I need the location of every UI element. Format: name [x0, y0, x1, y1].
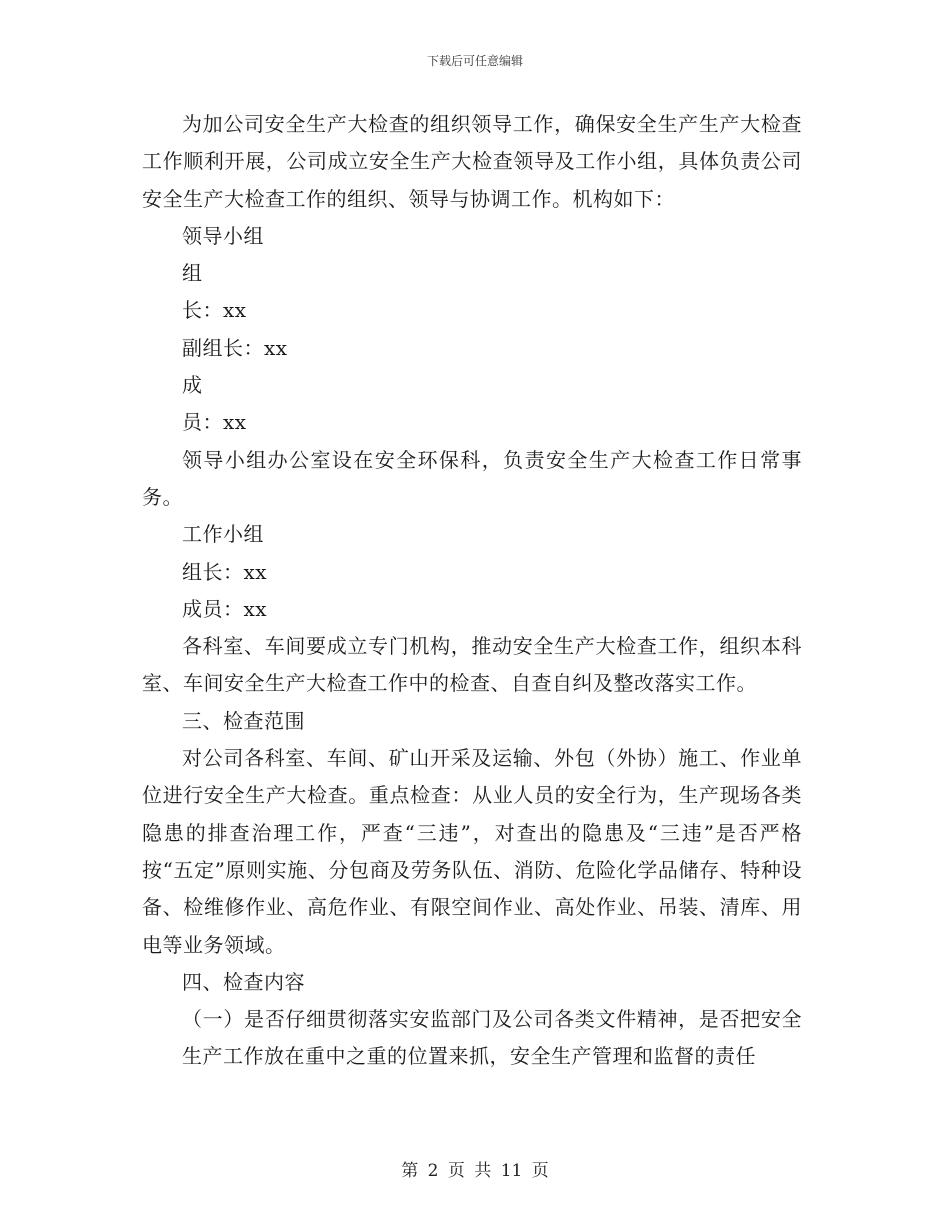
section-heading-content: 四、检查内容: [182, 969, 305, 994]
paragraph-departments: 各科室、车间要成立专门机构，推动安全生产大检查工作，组织本科室、车间安全生产大检查工作中的检查、自查自纠及整改落实工作。: [142, 634, 802, 696]
paragraph-work-group-members: 成员：xx: [182, 596, 268, 621]
paragraph-members-label-part1: 成: [182, 373, 203, 398]
paragraph-content-item-1: （一）是否仔细贯彻落实安监部门及公司各类文件精神，是否把安全生产工作放在重中之重的位置来抓，安全生产管理和监督的责任: [182, 1007, 802, 1069]
document-body: [142, 106, 802, 1076]
page-header-note: 下载后可任意编辑: [426, 54, 523, 68]
paragraph-leadership-group: 领导小组: [182, 223, 264, 248]
paragraph-intro: 为加公司安全生产大检查的组织领导工作，确保安全生产生产大检查工作顺利开展，公司成立安全生产大检查领导及工作小组，具体负责公司安全生产大检查工作的组织、领导与协调工作。机构如下：: [142, 112, 802, 211]
paragraph-leader-label-part1: 组: [182, 261, 203, 286]
paragraph-work-group-leader: 组长：xx: [182, 559, 268, 584]
paragraph-members-label-part2: 员：xx: [182, 410, 247, 435]
paragraph-office: 领导小组办公室设在安全环保科，负责安全生产大检查工作日常事务。: [142, 447, 802, 509]
paragraph-leader-label-part2: 长：xx: [182, 298, 247, 323]
paragraph-deputy-leader: 副组长：xx: [182, 335, 288, 360]
page-footer-number: 第 2 页 共 11 页: [401, 1161, 549, 1181]
paragraph-work-group: 工作小组: [182, 522, 264, 547]
section-heading-scope: 三、检查范围: [182, 708, 305, 733]
paragraph-scope: 对公司各科室、车间、矿山开采及运输、外包（外协）施工、作业单位进行安全生产大检查。重点检查：从业人员的安全行为，生产现场各类隐患的排查治理工作，严查“三违”，对查出的隐患及“三违”是否严格按“五定”原则实施、分包商及劳务队伍、消防、危险化学品储存、特种设备、检维修作业、高危作业、有限空间作业、高处作业、吊装、清库、用电等业务领域。: [142, 746, 802, 957]
